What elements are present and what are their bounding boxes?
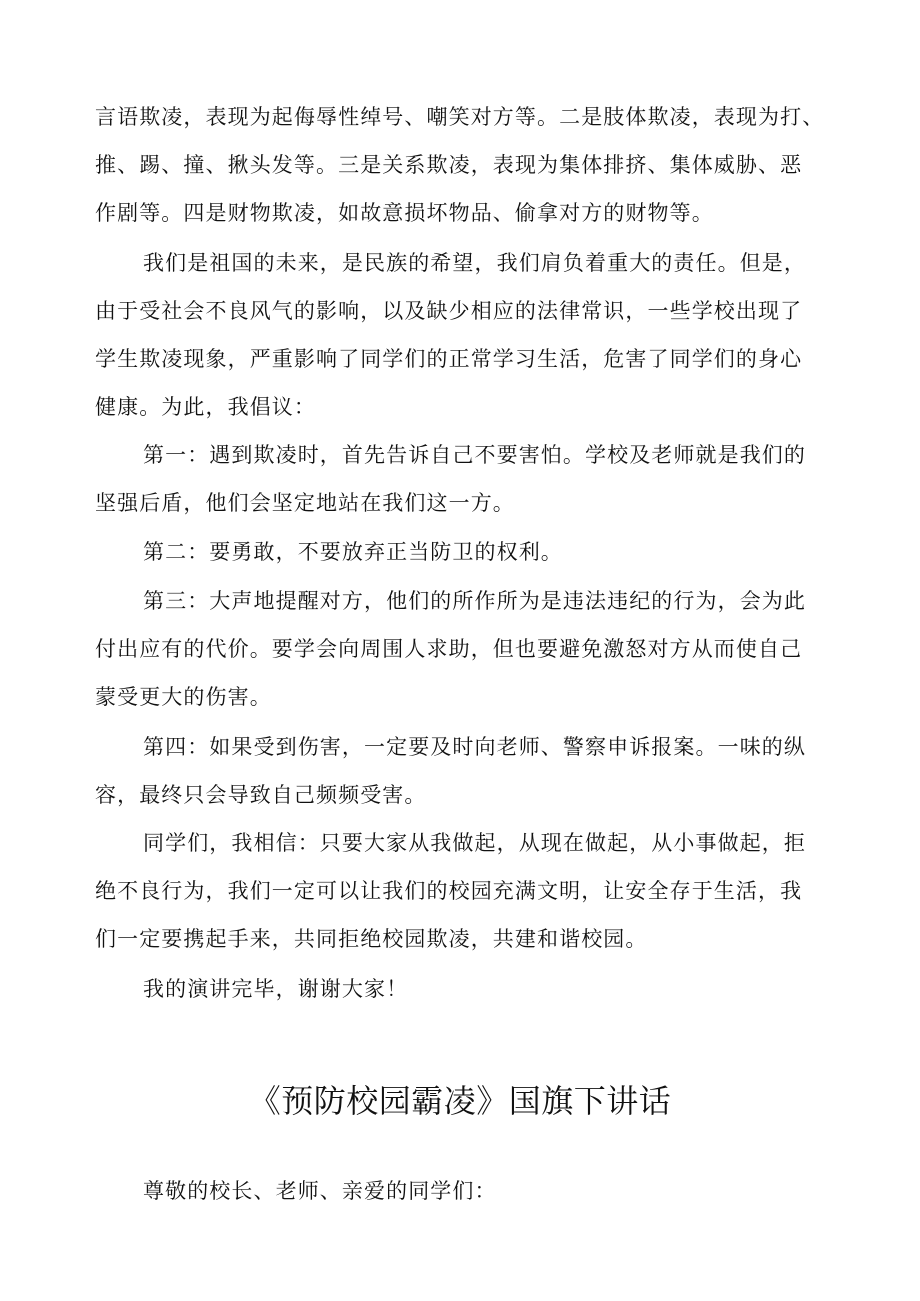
paragraph-7-line-2: 绝不良行为，我们一定可以让我们的校园充满文明，让安全存于生活，我	[95, 879, 803, 903]
paragraph-6-line-2: 容，最终只会导致自己频频受害。	[95, 783, 427, 807]
section-title: 《预防校园霸凌》国旗下讲话	[248, 1082, 672, 1120]
paragraph-5-line-3: 蒙受更大的伤害。	[95, 685, 272, 709]
paragraph-6-line-1: 第四：如果受到伤害，一定要及时向老师、警察申诉报案。一味的纵	[143, 735, 806, 759]
paragraph-8-line-1: 我的演讲完毕，谢谢大家！	[143, 977, 409, 1001]
paragraph-7-line-3: 们一定要携起手来，共同拒绝校园欺凌，共建和谐校园。	[95, 927, 648, 951]
paragraph-5-line-1: 第三：大声地提醒对方，他们的所作所为是违法违纪的行为，会为此	[143, 589, 806, 613]
paragraph-2-line-3: 学生欺凌现象，严重影响了同学们的正常学习生活，危害了同学们的身心	[95, 347, 803, 371]
paragraph-2-line-1: 我们是祖国的未来，是民族的希望，我们肩负着重大的责任。但是，	[143, 251, 806, 275]
paragraph-1-line-1: 言语欺凌，表现为起侮辱性绰号、嘲笑对方等。二是肢体欺凌，表现为打、	[95, 105, 825, 129]
paragraph-7-line-1: 同学们，我相信：只要大家从我做起，从现在做起，从小事做起，拒	[143, 831, 806, 855]
paragraph-1-line-3: 作剧等。四是财物欺凌，如故意损坏物品、偷拿对方的财物等。	[95, 201, 714, 225]
paragraph-3-line-2: 坚强后盾，他们会坚定地站在我们这一方。	[95, 491, 515, 515]
paragraph-3-line-1: 第一：遇到欺凌时，首先告诉自己不要害怕。学校及老师就是我们的	[143, 443, 806, 467]
paragraph-2-line-2: 由于受社会不良风气的影响，以及缺少相应的法律常识，一些学校出现了	[95, 299, 803, 323]
paragraph-2-line-4: 健康。为此，我倡议：	[95, 395, 316, 419]
greeting: 尊敬的校长、老师、亲爱的同学们：	[143, 1179, 497, 1203]
paragraph-4-line-1: 第二：要勇敢，不要放弃正当防卫的权利。	[143, 540, 563, 564]
paragraph-5-line-2: 付出应有的代价。要学会向周围人求助，但也要避免激怒对方从而使自己	[95, 637, 803, 661]
paragraph-1-line-2: 推、踢、撞、揪头发等。三是关系欺凌，表现为集体排挤、集体威胁、恶	[95, 153, 803, 177]
